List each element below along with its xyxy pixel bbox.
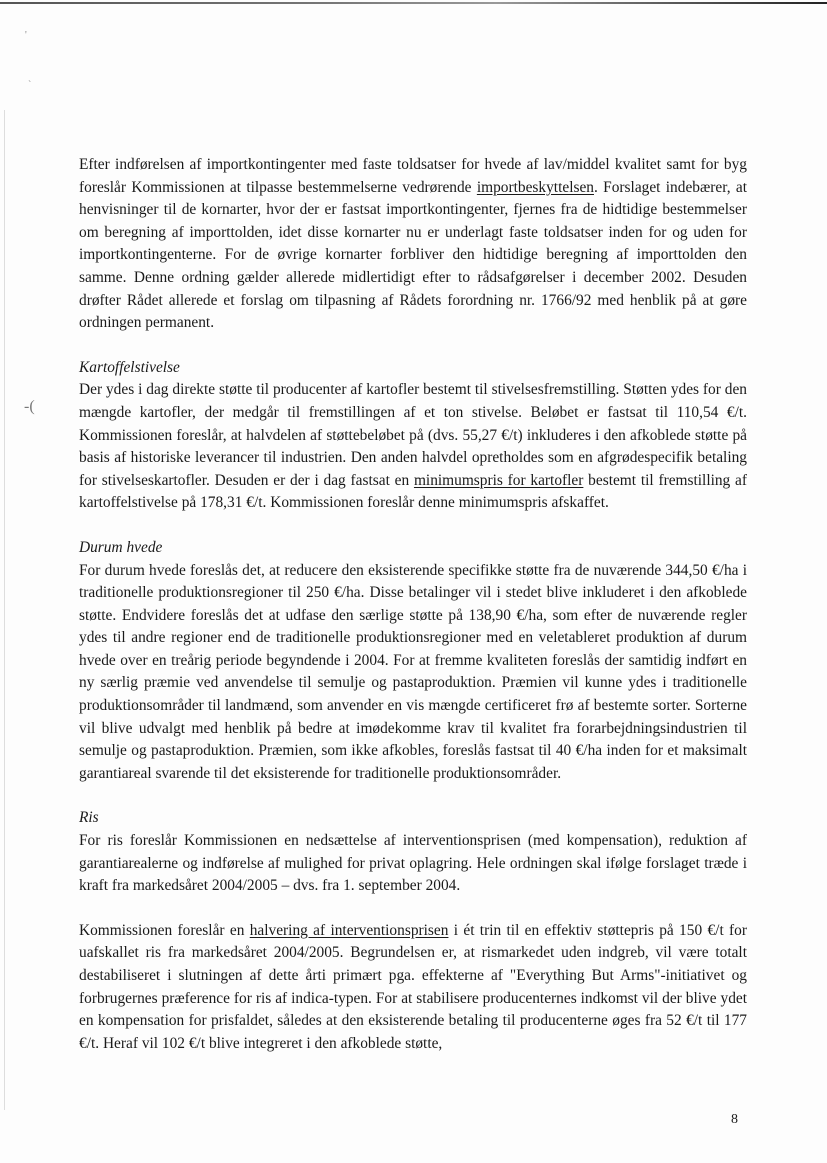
top-rule <box>0 2 827 4</box>
margin-mark: -( <box>24 398 35 415</box>
paragraph-ris: For ris foreslår Kommissionen en nedsættelse af interventionsprisen (med kompensation), reduktion af garantiarealerne og indførelse af mulighed for privat oplagring. Hele ordningen skal ifølge forslaget træde i kraft fra markedsåret 2004/2005 – dvs. fra 1. september 2004. <box>79 832 747 895</box>
page-number: 8 <box>731 1112 738 1127</box>
paragraph-text: Der ydes i dag direkte støtte til producenter af kartofler bestemt til stivelsesfremstilling. Støtten ydes for den mængde kartofler, der medgår til fremstillingen af et ton stivelse. Beløbet er fastsat til 110,54 €/t. Kommissionen foreslår, at halvdelen af støttebeløbet på (dvs. 55,27 €/t) inkluderes i den afkoblede støtte på basis af historiske leverancer til industrien. Den anden halvdel opretholdes som en afgrødespecifik betaling for stivelseskartofler. Desuden er der i dag fastsat en <box>79 381 747 489</box>
paragraph-kartoffelstivelse <box>79 379 747 515</box>
scan-speck: ' <box>25 30 27 41</box>
link-halvering[interactable]: halvering af interventionsprisen <box>249 921 449 939</box>
paragraph-text: Efter indførelsen af importkontingenter med faste toldsatser for hvede af lav/middel kvalitet samt for byg foreslår Kommissionen at tilpasse bestemmelserne vedrørende <box>79 156 747 196</box>
link-importbeskyttelsen[interactable]: importbeskyttelsen <box>476 178 594 196</box>
link-minimumspris[interactable]: minimumspris for kartofler <box>413 471 584 489</box>
paragraph-import <box>79 154 747 335</box>
heading-durum-hvede: Durum hvede <box>79 538 163 556</box>
paragraph-text: Kommissionen foreslår en <box>79 921 250 939</box>
paragraph-text: i ét trin til en effektiv støttepris på 150 €/t for uafskallet ris fra markedsåret 2004/2005. Begrundelsen er, at rismarkedet uden indgreb, vil være totalt destabiliseret i slutningen af dette årti primært pga. effekterne af "Everything But Arms"-initiativet og forbrugernes præference for ris af indica-typen. For at stabilisere producenternes indkomst vil der blive ydet en kompensation for prisfaldet, således at den eksisterende betaling til producenterne øges fra 52 €/t til 177 €/t. Heraf vil 102 €/t blive integreret i den afkoblede støtte, <box>79 921 747 1052</box>
document-body <box>79 154 747 1055</box>
paragraph-durum-hvede: For durum hvede foreslås det, at reducere den eksisterende specifikke støtte fra de nuværende 344,50 €/ha i traditionelle produktionsregioner til 250 €/ha. Disse betalinger vil i stedet blive inkluderet i den afkoblede støtte. Endvidere foreslås det at udfase den særlige støtte på 138,90 €/ha, som efter de nuværende regler ydes til andre regioner end de traditionelle produktionsregioner med en veletableret produktion af durum hvede over en treårig periode begyndende i 2004. For at fremme kvaliteten foreslås der samtidig indført en ny særlig præmie ved anvendelse til semulje og pastaproduktion. Præmien vil kunne ydes i traditionelle produktionsområder til landmænd, som anvender en vis mængde certificeret frø af bestemte sorter. Sorterne vil blive udvalgt med henblik på bedre at imødekomme krav til kvalitet fra forarbejdningsindustrien til semulje og pastaproduktion. Præmien, som ikke afkobles, foreslås fastsat til 40 €/ha inden for et maksimalt garantiareal svarende til det eksisterende for traditionelle produktionsområder. <box>79 561 747 782</box>
scan-edge <box>4 110 5 1110</box>
heading-ris: Ris <box>79 809 99 827</box>
heading-kartoffelstivelse: Kartoffelstivelse <box>79 358 180 376</box>
paragraph-text: bestemt til fremstilling af kartoffelstivelse på 178,31 €/t. Kommissionen foreslår denne minimumspris afskaffet. <box>79 471 747 512</box>
paragraph-text: . Forslaget indebærer, at henvisninger til de kornarter, hvor der er fastsat importkontingenter, fjernes fra de hidtidige bestemmelser om beregning af importtolden, idet disse kornarter nu er underlagt faste toldsatser inden for og uden for importkontingenterne. For de øvrige kornarter forbliver den hidtidige beregning af importtolden den samme. Denne ordning gælder allerede midlertidigt efter to rådsafgørelser i december 2002. Desuden drøfter Rådet allerede et forslag om tilpasning af Rådets forordning nr. 1766/92 med henblik på at gøre ordningen permanent. <box>79 178 747 332</box>
paragraph-halvering <box>79 920 747 1056</box>
scan-speck: ` <box>28 80 32 91</box>
